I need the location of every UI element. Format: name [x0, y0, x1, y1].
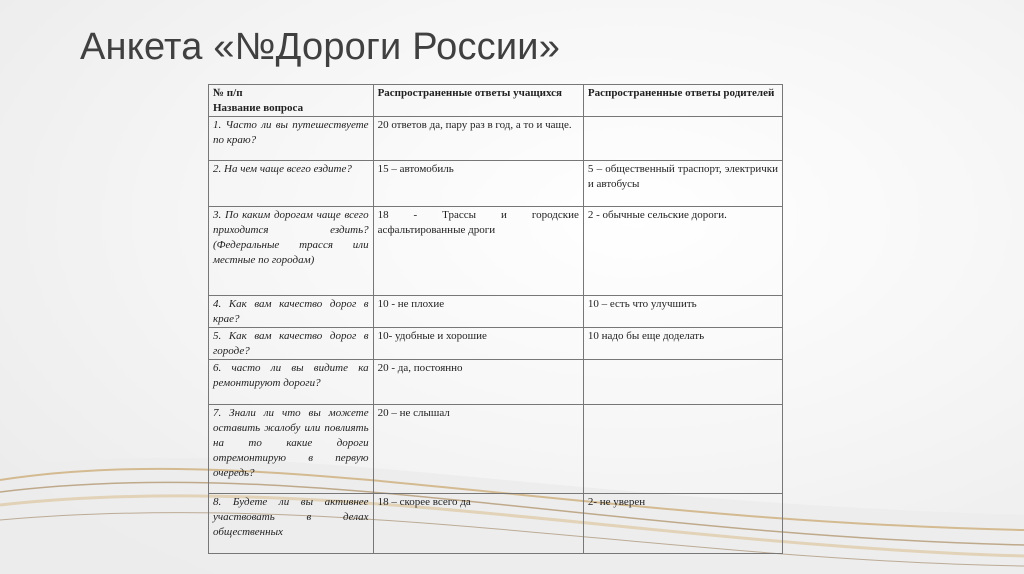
students-answer-cell: 15 – автомобиль: [373, 161, 583, 207]
students-answer-cell: 20 ответов да, пару раз в год, а то и чаще.: [373, 117, 583, 161]
table-row: [209, 405, 783, 494]
table-row: [209, 494, 783, 554]
table-row: [209, 207, 783, 296]
parents-answer-cell: 2- не уверен: [583, 494, 782, 554]
parents-answer-cell: [583, 405, 782, 494]
students-answer-cell: 18 – скорее всего да: [373, 494, 583, 554]
students-answer-cell: 10 - не плохие: [373, 296, 583, 328]
parents-answer-cell: [583, 117, 782, 161]
table-row: [209, 161, 783, 207]
question-cell: 5. Как вам качество дорог в городе?: [209, 328, 374, 360]
question-cell: 7. Знали ли что вы можете оставить жалобу или повлиять на то какие дороги отремонтирую в первую очередь?: [209, 405, 374, 494]
table-row: [209, 360, 783, 405]
question-cell: 3. По каким дорогам чаще всего приходится ездить?(Федеральные трасся или местные по городам): [209, 207, 374, 296]
header-parents: Распространенные ответы родителей: [583, 85, 782, 117]
students-answer-cell: 18 - Трассы и городские асфальтированные дроги: [373, 207, 583, 296]
table-header-row: [209, 85, 783, 117]
table-row: [209, 117, 783, 161]
survey-table: [208, 84, 783, 554]
question-cell: 8. Будете ли вы активнее участвовать в делах общественных: [209, 494, 374, 554]
students-answer-cell: 20 - да, постоянно: [373, 360, 583, 405]
parents-answer-cell: 5 – общественный траспорт, электрички и автобусы: [583, 161, 782, 207]
table-row: [209, 296, 783, 328]
question-cell: 4. Как вам качество дорог в крае?: [209, 296, 374, 328]
parents-answer-cell: 10 надо бы еще доделать: [583, 328, 782, 360]
parents-answer-cell: [583, 360, 782, 405]
question-cell: 2. На чем чаще всего ездите?: [209, 161, 374, 207]
parents-answer-cell: 10 – есть что улучшить: [583, 296, 782, 328]
students-answer-cell: 20 – не слышал: [373, 405, 583, 494]
header-question: № п/п Название вопроса: [209, 85, 374, 117]
question-cell: 6. часто ли вы видите ка ремонтируют дороги?: [209, 360, 374, 405]
slide-title: Анкета «№Дороги России»: [80, 26, 561, 68]
table-row: [209, 328, 783, 360]
parents-answer-cell: 2 - обычные сельские дороги.: [583, 207, 782, 296]
question-cell: 1. Часто ли вы путешествуете по краю?: [209, 117, 374, 161]
students-answer-cell: 10- удобные и хорошие: [373, 328, 583, 360]
header-students: Распространенные ответы учащихся: [373, 85, 583, 117]
